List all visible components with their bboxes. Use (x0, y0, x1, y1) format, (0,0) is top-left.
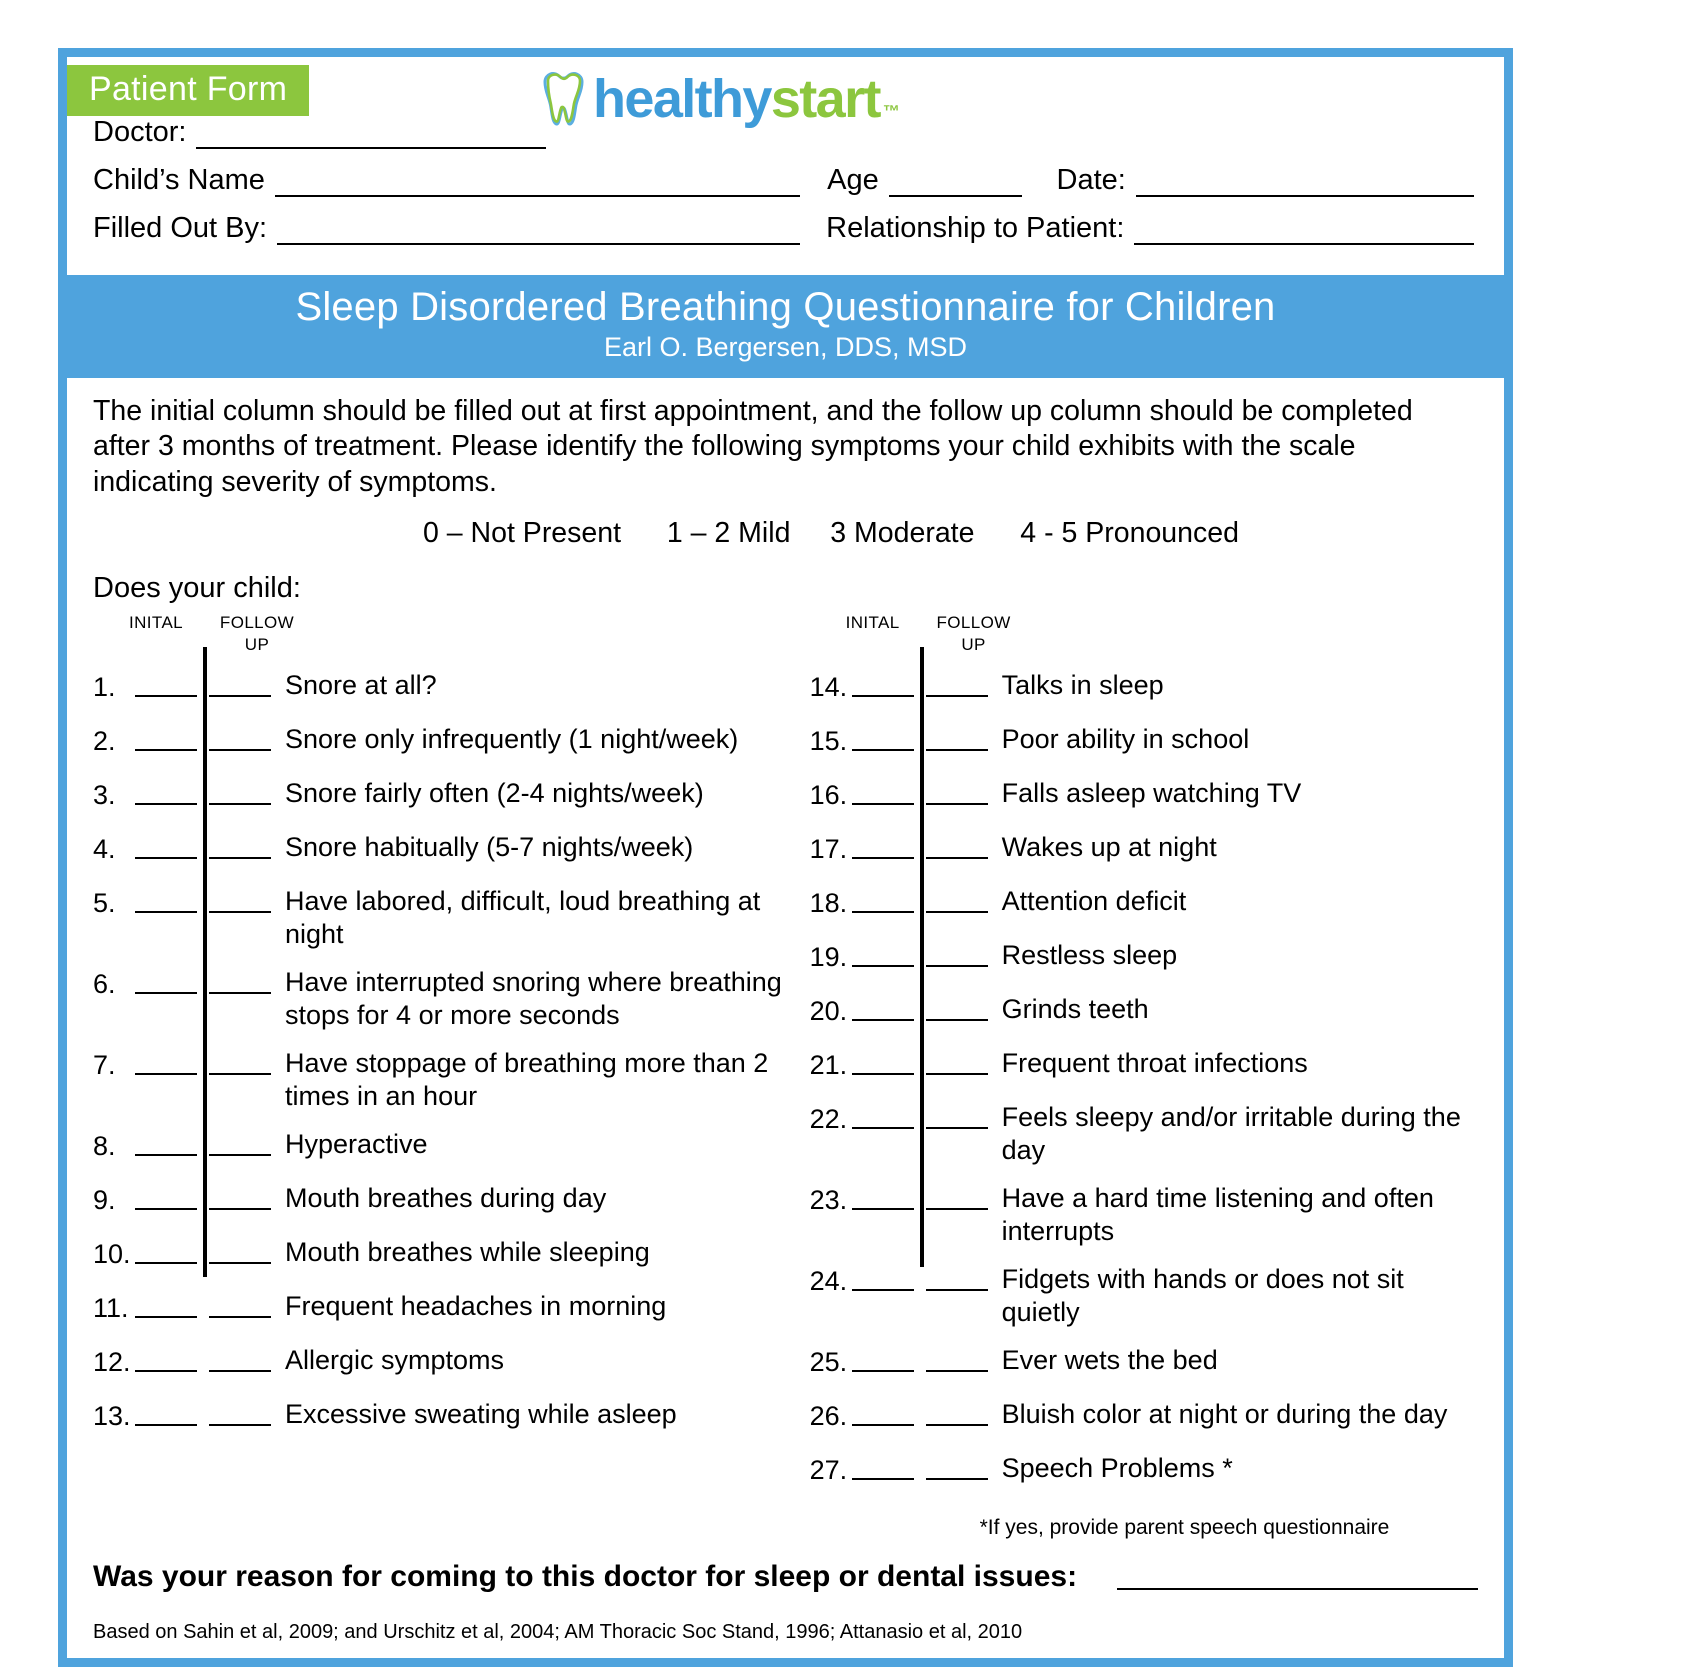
followup-column-header (211, 613, 303, 655)
question-number: 12. (93, 1346, 131, 1377)
question-row (810, 1344, 1478, 1384)
followup-score-input[interactable] (926, 723, 988, 751)
followup-score-input[interactable] (209, 1344, 271, 1372)
author-line: Earl O. Bergersen, DDS, MSD (603, 332, 968, 363)
scale-item-mild: 1 – 2 Mild (666, 516, 791, 549)
tooth-icon (537, 69, 589, 129)
initial-column-header: INITAL (129, 612, 184, 632)
scale-item-not-present: 0 – Not Present (423, 516, 622, 549)
initial-score-input[interactable] (852, 885, 914, 913)
followup-header-line1: FOLLOW (219, 612, 295, 632)
question-row (93, 1398, 800, 1438)
child-name-input[interactable] (275, 167, 800, 197)
followup-header-line1: FOLLOW (936, 612, 1011, 632)
initial-score-input[interactable] (135, 1236, 197, 1264)
child-name-row (93, 165, 1478, 197)
question-row (810, 723, 1478, 763)
followup-score-input[interactable] (926, 1182, 988, 1210)
followup-header-line2: UP (244, 634, 270, 654)
question-row (810, 669, 1478, 709)
question-number: 21. (809, 1049, 848, 1080)
question-number: 15. (809, 725, 848, 756)
filled-out-by-input[interactable] (277, 215, 799, 245)
question-text: Wakes up at night (1001, 831, 1217, 862)
initial-score-input[interactable] (852, 1263, 914, 1291)
followup-score-input[interactable] (926, 777, 988, 805)
header-fields (67, 117, 1504, 245)
speech-problems-footnote: *If yes, provide parent speech questionnaire (979, 1515, 1390, 1539)
citation-text: Based on Sahin et al, 2009; and Urschitz et al, 2004; AM Thoracic Soc Stand, 1996; Attanasio et al, 2010 (93, 1620, 1023, 1643)
question-row (810, 1047, 1478, 1087)
question-text: Ever wets the bed (1001, 1344, 1218, 1375)
question-number: 19. (809, 941, 848, 972)
form-footer (67, 1550, 1504, 1658)
logo-word-healthy: healthy (593, 69, 771, 129)
question-text: Hyperactive (285, 1128, 428, 1159)
question-text: Frequent throat infections (1001, 1047, 1308, 1078)
question-text: Bluish color at night or during the day (1001, 1398, 1448, 1429)
question-row (93, 1236, 800, 1276)
followup-score-input[interactable] (209, 669, 271, 697)
initial-score-input[interactable] (135, 1398, 197, 1426)
trademark-symbol: ™ (882, 102, 900, 121)
initial-score-input[interactable] (135, 777, 197, 805)
form-frame (58, 48, 1513, 1667)
column-header-left (93, 613, 800, 669)
question-number: 16. (809, 779, 848, 810)
healthystart-logo (537, 65, 900, 133)
question-number: 6. (93, 968, 116, 999)
question-number: 27. (809, 1454, 848, 1485)
question-number: 20. (809, 995, 848, 1026)
reason-label: Was your reason for coming to this doctor for sleep or dental issues: (93, 1559, 1078, 1593)
question-row (810, 1452, 1478, 1492)
initial-score-input[interactable] (852, 777, 914, 805)
questions-column-left (93, 613, 800, 1540)
followup-score-input[interactable] (209, 831, 271, 859)
initial-column-header: INITAL (845, 612, 900, 632)
followup-column-header (928, 613, 1020, 655)
age-label: Age (827, 163, 879, 196)
question-number: 8. (93, 1130, 116, 1161)
followup-score-input[interactable] (926, 1452, 988, 1480)
question-number: 4. (93, 833, 116, 864)
relationship-input[interactable] (1134, 215, 1474, 245)
question-text: Excessive sweating while asleep (285, 1398, 677, 1429)
initial-score-input[interactable] (852, 1182, 914, 1210)
question-number: 26. (809, 1400, 848, 1431)
followup-score-input[interactable] (209, 1290, 271, 1318)
reason-row (93, 1560, 1478, 1594)
initial-score-input[interactable] (852, 1344, 914, 1372)
form-body (67, 378, 1504, 1550)
doctor-label: Doctor: (93, 116, 187, 148)
doctor-input[interactable] (196, 119, 546, 149)
question-number: 13. (93, 1400, 131, 1431)
questions-prompt: Does your child: (93, 571, 301, 604)
followup-score-input[interactable] (926, 1047, 988, 1075)
patient-form-badge: Patient Form (67, 65, 309, 116)
question-row (93, 777, 800, 817)
followup-score-input[interactable] (209, 885, 271, 913)
question-text: Poor ability in school (1001, 723, 1250, 754)
question-text: Have stoppage of breathing more than 2 times in an hour (285, 1047, 769, 1112)
question-text: Feels sleepy and/or irritable during the day (1001, 1101, 1461, 1166)
column-divider-right (920, 647, 924, 1267)
filled-out-by-label: Filled Out By: (93, 211, 268, 244)
questions-column-right (810, 613, 1478, 1540)
followup-score-input[interactable] (926, 939, 988, 967)
question-row (810, 1101, 1478, 1168)
question-row (810, 777, 1478, 817)
filled-out-by-row (93, 213, 1478, 245)
initial-score-input[interactable] (135, 1182, 197, 1210)
question-number: 25. (809, 1346, 848, 1377)
question-text: Have labored, difficult, loud breathing at night (285, 885, 761, 950)
question-text: Attention deficit (1001, 885, 1187, 916)
question-text: Restless sleep (1001, 939, 1178, 970)
followup-score-input[interactable] (926, 1344, 988, 1372)
followup-score-input[interactable] (209, 966, 271, 994)
question-list-right (810, 669, 1478, 1492)
initial-score-input[interactable] (852, 1101, 914, 1129)
question-text: Snore at all? (285, 669, 437, 700)
followup-score-input[interactable] (209, 777, 271, 805)
question-row (810, 1182, 1478, 1249)
question-text: Snore fairly often (2-4 nights/week) (285, 777, 704, 808)
question-text: Have a hard time listening and often interrupts (1001, 1182, 1434, 1247)
column-header-right (810, 613, 1478, 669)
question-row (93, 1047, 800, 1114)
initial-score-input[interactable] (135, 1047, 197, 1075)
scale-item-pronounced: 4 - 5 Pronounced (1020, 516, 1239, 549)
date-input[interactable] (1136, 167, 1474, 197)
question-row (93, 669, 800, 709)
followup-score-input[interactable] (926, 669, 988, 697)
date-label: Date: (1056, 163, 1126, 196)
question-list-left (93, 669, 800, 1438)
followup-score-input[interactable] (926, 1398, 988, 1426)
question-text: Snore only infrequently (1 night/week) (285, 723, 739, 754)
question-text: Frequent headaches in morning (285, 1290, 667, 1321)
question-number: 10. (93, 1238, 131, 1269)
initial-score-input[interactable] (135, 831, 197, 859)
scale-item-moderate: 3 Moderate (830, 516, 975, 549)
page-title: Sleep Disordered Breathing Questionnaire for Children (295, 284, 1276, 329)
question-number: 24. (809, 1265, 848, 1296)
questions-columns (93, 613, 1478, 1540)
question-number: 5. (93, 887, 116, 918)
question-number: 7. (93, 1049, 116, 1080)
followup-score-input[interactable] (209, 1182, 271, 1210)
followup-score-input[interactable] (926, 993, 988, 1021)
question-number: 11. (93, 1292, 129, 1323)
question-row (93, 831, 800, 871)
question-text: Speech Problems * (1001, 1452, 1233, 1483)
severity-scale-legend (93, 517, 1478, 550)
question-number: 9. (93, 1184, 116, 1215)
initial-score-input[interactable] (135, 723, 197, 751)
question-number: 18. (809, 887, 848, 918)
initial-score-input[interactable] (852, 669, 914, 697)
initial-score-input[interactable] (852, 993, 914, 1021)
question-number: 2. (93, 725, 116, 756)
followup-score-input[interactable] (209, 1236, 271, 1264)
question-row (810, 939, 1478, 979)
instructions-paragraph: The initial column should be filled out at first appointment, and the follow up column should be completed after 3 months of treatment. Please identify the following symptoms your child exhibits with the scale indicating severity of symptoms. (93, 394, 1413, 499)
question-text: Mouth breathes during day (285, 1182, 607, 1213)
initial-score-input[interactable] (135, 1290, 197, 1318)
reason-input[interactable] (1117, 1560, 1478, 1590)
followup-score-input[interactable] (926, 831, 988, 859)
column-divider-left (203, 647, 207, 1277)
question-text: Talks in sleep (1001, 669, 1164, 700)
followup-score-input[interactable] (209, 1128, 271, 1156)
followup-score-input[interactable] (209, 723, 271, 751)
question-text: Falls asleep watching TV (1001, 777, 1302, 808)
question-row (93, 1128, 800, 1168)
initial-score-input[interactable] (135, 1344, 197, 1372)
question-row (810, 831, 1478, 871)
initial-score-input[interactable] (852, 831, 914, 859)
question-row (93, 966, 800, 1033)
initial-score-input[interactable] (135, 1128, 197, 1156)
question-row (93, 723, 800, 763)
question-text: Mouth breathes while sleeping (285, 1236, 650, 1267)
question-text: Allergic symptoms (285, 1344, 505, 1375)
question-number: 22. (809, 1103, 848, 1134)
initial-score-input[interactable] (852, 1398, 914, 1426)
child-name-label: Child’s Name (93, 163, 265, 196)
followup-score-input[interactable] (209, 1047, 271, 1075)
initial-score-input[interactable] (135, 885, 197, 913)
initial-score-input[interactable] (852, 1047, 914, 1075)
question-row (810, 1398, 1478, 1438)
question-number: 3. (93, 779, 116, 810)
question-row (810, 885, 1478, 925)
question-row (93, 1290, 800, 1330)
form-header (67, 57, 1504, 275)
initial-score-input[interactable] (852, 723, 914, 751)
followup-score-input[interactable] (926, 885, 988, 913)
initial-score-input[interactable] (135, 966, 197, 994)
question-text: Snore habitually (5-7 nights/week) (285, 831, 694, 862)
question-number: 23. (809, 1184, 848, 1215)
logo-word-start: start (770, 69, 880, 129)
question-row (93, 885, 800, 952)
initial-score-input[interactable] (852, 939, 914, 967)
question-row (810, 993, 1478, 1033)
question-number: 17. (809, 833, 848, 864)
question-number: 1. (93, 671, 116, 702)
followup-header-line2: UP (961, 634, 986, 654)
age-input[interactable] (889, 167, 1023, 197)
badge-row (67, 57, 1504, 129)
question-row (93, 1344, 800, 1384)
title-banner (67, 275, 1504, 378)
followup-score-input[interactable] (926, 1263, 988, 1291)
initial-score-input[interactable] (852, 1452, 914, 1480)
question-text: Grinds teeth (1001, 993, 1149, 1024)
initial-score-input[interactable] (135, 669, 197, 697)
question-text: Fidgets with hands or does not sit quietly (1001, 1263, 1404, 1328)
followup-score-input[interactable] (926, 1101, 988, 1129)
followup-score-input[interactable] (209, 1398, 271, 1426)
question-row (810, 1263, 1478, 1330)
question-row (93, 1182, 800, 1222)
question-text: Have interrupted snoring where breathing stops for 4 or more seconds (285, 966, 782, 1031)
relationship-label: Relationship to Patient: (826, 211, 1125, 244)
question-number: 14. (809, 671, 848, 702)
